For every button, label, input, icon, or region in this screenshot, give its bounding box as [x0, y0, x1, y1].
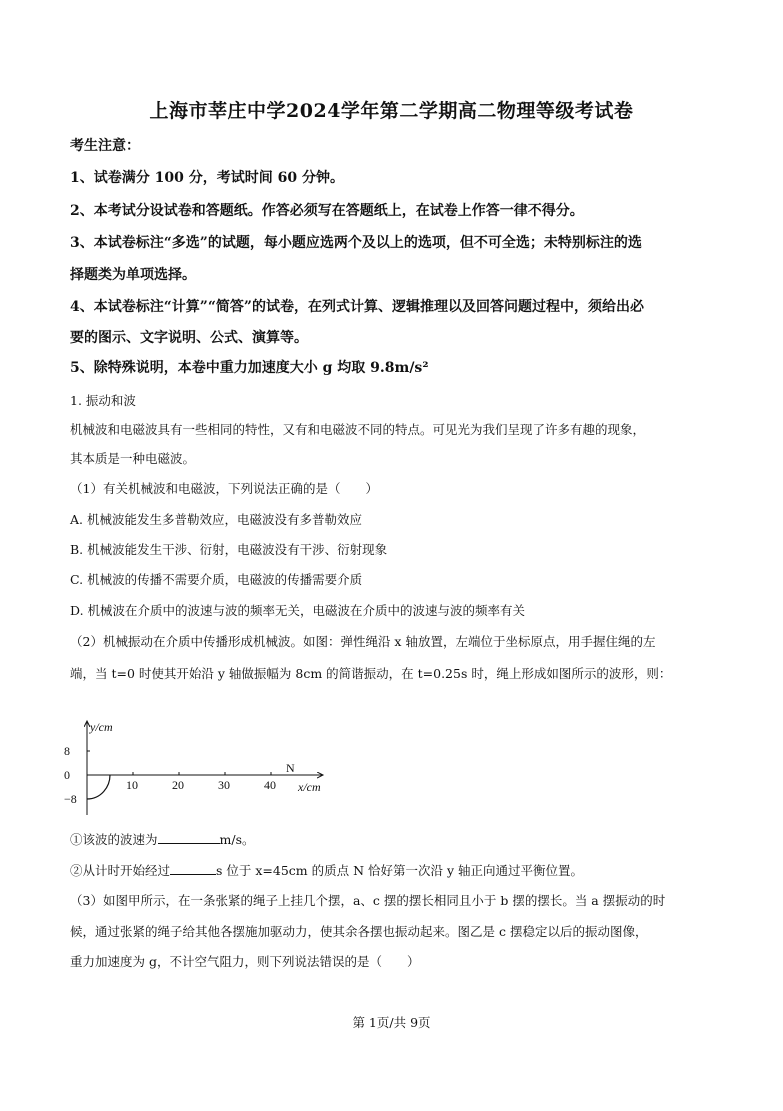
notice-item: 5、除特殊说明，本卷中重力加速度大小 g 均取 9.8m/s² — [70, 360, 429, 376]
answer-blank-1 — [158, 831, 220, 844]
question-3: 重力加速度为 g，不计空气阻力，则下列说法错误的是（ ） — [70, 954, 420, 969]
blank-2-suffix: s 位于 x=45cm 的质点 N 恰好第一次沿 y 轴正向通过平衡位置。 — [216, 863, 584, 878]
notice-heading: 考生注意： — [70, 138, 140, 154]
question-3: 候，通过张紧的绳子给其他各摆施加驱动力，使其余各摆也振动起来。图乙是 c 摆稳定以后的振动图像， — [70, 924, 648, 939]
wave-figure — [60, 715, 340, 824]
page-footer: 第 1页/共 9页 — [352, 1015, 431, 1030]
blank-question-1 — [70, 830, 720, 848]
option-a: A. 机械波能发生多普勒效应，电磁波没有多普勒效应 — [70, 512, 362, 527]
y-axis-label: y/cm — [90, 720, 113, 734]
notice-item: 2、本考试分设试卷和答题纸。作答必须写在答题纸上，在试卷上作答一律不得分。 — [70, 203, 584, 219]
x-tick-label: 40 — [264, 778, 276, 792]
section-heading: 1. 振动和波 — [70, 393, 136, 408]
x-axis-label: x/cm — [298, 780, 321, 794]
question-1: （1）有关机械波和电磁波，下列说法正确的是（ ） — [70, 481, 378, 496]
intro-line: 其本质是一种电磁波。 — [70, 451, 196, 466]
x-tick-label: 30 — [218, 778, 230, 792]
intro-line: 机械波和电磁波具有一些相同的特性，又有和电磁波不同的特点。可见光为我们呈现了许多有趣的现象， — [70, 422, 646, 437]
option-c: C. 机械波的传播不需要介质，电磁波的传播需要介质 — [70, 572, 363, 587]
notice-item: 4、本试卷标注“计算”“简答”的试卷，在列式计算、逻辑推理以及回答问题过程中，须给出必 — [70, 299, 644, 315]
option-b: B. 机械波能发生干涉、衍射，电磁波没有干涉、衍射现象 — [70, 542, 388, 557]
option-d: D. 机械波在介质中的波速与波的频率无关，电磁波在介质中的波速与波的频率有关 — [70, 603, 526, 618]
wave-graph — [60, 715, 340, 820]
blank-question-2 — [70, 861, 720, 879]
question-3: （3）如图甲所示，在一条张紧的绳子上挂几个摆，a、c 摆的摆长相同且小于 b 摆的摆长。当 a 摆振动的时 — [70, 893, 666, 908]
question-2: （2）机械振动在介质中传播形成机械波。如图：弹性绳沿 x 轴放置，左端位于坐标原点，用手握住绳的左 — [70, 634, 656, 649]
blank-2-prefix: ②从计时开始经过 — [70, 863, 171, 878]
x-tick-label: 20 — [172, 778, 184, 792]
y-tick-label: −8 — [64, 792, 77, 806]
answer-blank-2 — [170, 862, 216, 875]
x-tick-label: 10 — [126, 778, 138, 792]
y-tick-label: 0 — [64, 768, 70, 782]
blank-1-prefix: ①该波的波速为 — [70, 832, 158, 847]
y-tick-label: 8 — [64, 744, 70, 758]
notice-item: 1、试卷满分 100 分，考试时间 60 分钟。 — [70, 170, 344, 186]
notice-item: 要的图示、文字说明、公式、演算等。 — [70, 330, 308, 346]
wave-curve — [87, 775, 110, 799]
question-2: 端，当 t=0 时使其开始沿 y 轴做振幅为 8cm 的简谐振动，在 t=0.25s 时，绳上形成如图所示的波形，则： — [70, 666, 672, 681]
blank-1-suffix: m/s。 — [219, 832, 255, 847]
point-n-label: N — [286, 761, 295, 775]
notice-item: 3、本试卷标注“多选”的试题，每小题应选两个及以上的选项，但不可全选；未特别标注的选 — [70, 235, 642, 251]
notice-item: 择题类为单项选择。 — [70, 267, 196, 283]
page-title: 上海市莘庄中学2024学年第二学期高二物理等级考试卷 — [149, 100, 634, 122]
